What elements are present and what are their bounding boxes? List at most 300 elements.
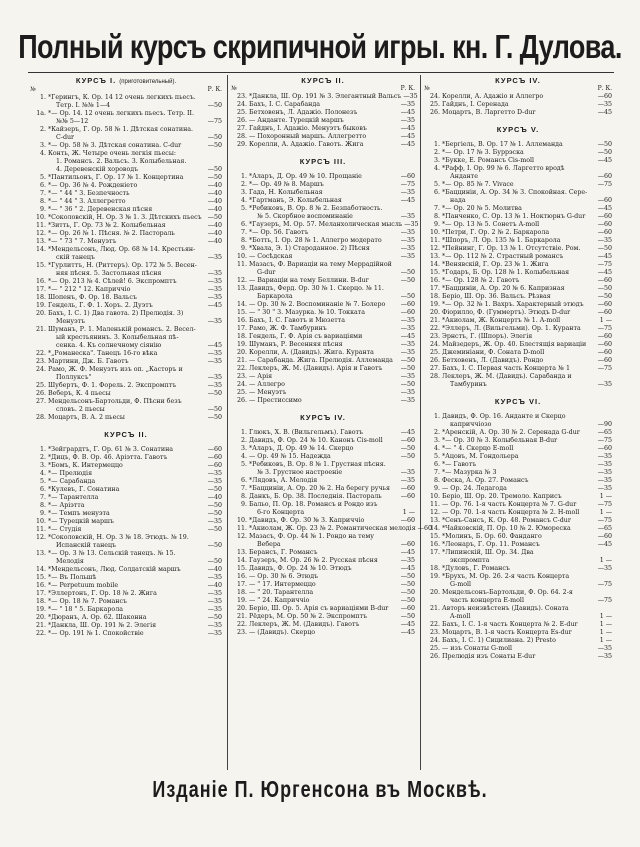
item-number: 18. — [236, 589, 247, 596]
item-price: —35 — [597, 453, 612, 460]
item-price: —50 — [207, 406, 222, 413]
item-title: Джеминіани, Ф. Соната D-moll — [442, 349, 545, 356]
item-number: 6. — [39, 486, 46, 493]
catalog-item — [231, 181, 415, 189]
item-number: 5. — [433, 181, 440, 188]
item-title: *Пантильонъ, Г. Ор. 17 № 1. Концертина — [48, 174, 184, 181]
item-number: 10. — [236, 517, 247, 524]
item-title: *Ребиковъ, В. Ор. 8 № 1. Грустная пѣсня. — [249, 461, 386, 468]
catalog-item — [30, 622, 222, 630]
catalog-item-continuation — [231, 541, 415, 549]
catalog-item — [231, 501, 415, 509]
catalog-item — [231, 277, 415, 285]
item-number: 29. — [236, 141, 247, 148]
item-title: № 5. Скорбное воспоминаніе — [257, 213, 353, 220]
item-title: *— Сарабанда — [48, 478, 96, 485]
item-number: 23. — [429, 629, 440, 636]
item-title: *Дуловъ, Г. Романсъ — [442, 565, 510, 572]
spacer — [231, 405, 415, 412]
item-title: Мартини, Дж. Б. Гавотъ — [48, 358, 129, 365]
item-title: — Аллегро — [249, 381, 285, 388]
item-number: 16. — [35, 278, 46, 285]
item-price: —50 — [597, 285, 612, 292]
item-price: —60 — [597, 301, 612, 308]
catalog-item — [30, 574, 222, 582]
item-title: *Мендельсонъ, Люд. Ор. 68 № 14. Крестьян- — [48, 246, 196, 253]
item-title: *Гаузеръ, М. Ор. 57. Меланхолическая мысль — [249, 221, 403, 228]
item-title: — " 17. Интермеццо — [249, 581, 316, 588]
item-number: 7. — [39, 190, 46, 197]
catalog-item — [424, 157, 612, 165]
item-title: *Герингъ, К. Ор. 14 12 очень легкихъ пьесъ. — [48, 94, 196, 101]
catalog-item-continuation — [231, 293, 415, 301]
item-number: 10. — [35, 518, 46, 525]
item-title: — " 30 " 3. Мазурка. № 10. Токката — [249, 309, 366, 316]
item-price: —35 — [597, 645, 612, 652]
item-title: *— Турецкій маршъ — [48, 518, 114, 525]
catalog-item — [424, 333, 612, 341]
item-price: —35 — [400, 189, 415, 196]
item-price: —35 — [597, 469, 612, 476]
item-title: Анданте — [450, 173, 479, 180]
item-price: —60 — [597, 93, 612, 100]
item-title: — Ор. 30 № 6. Этюдъ — [249, 573, 319, 580]
item-title: *— Ор. 213 № 4. Сѣлей! 6. Экспромптъ — [48, 278, 177, 285]
item-title: — (Давидъ). Скерцо — [249, 629, 316, 636]
course-label: КУРСЪ IV. — [300, 413, 346, 422]
item-title: Бахъ, І. С. 1) Сицилиана. 2) Presto — [442, 637, 556, 644]
catalog-item — [231, 253, 415, 261]
item-number: 14. — [429, 261, 440, 268]
item-price: —60 — [597, 229, 612, 236]
item-title: *Соколовскій, Н. Ор. 3 № 1. 3. Дѣтскихъ пьесъ — [48, 214, 202, 221]
item-number: 1. — [39, 446, 46, 453]
item-price: 1 — — [599, 317, 612, 324]
item-price: —35 — [597, 477, 612, 484]
item-title: *Дицъ, Ф. В. Ор. 46. Аріэтта. Гавотъ — [48, 454, 168, 461]
item-number: 20. — [236, 349, 247, 356]
catalog-item — [424, 317, 612, 325]
catalog-item — [424, 301, 612, 309]
catalog-item — [231, 525, 432, 533]
catalog-item — [424, 461, 612, 469]
catalog-item — [30, 182, 222, 190]
catalog-item — [231, 221, 419, 229]
item-number: 21. — [236, 613, 247, 620]
catalog-item — [231, 493, 415, 501]
item-title: *— Perpetuum mobile — [48, 582, 119, 589]
item-title: — Сарабанда. Жига. Прелюдія. Аллеманда — [249, 357, 393, 364]
column-header — [231, 85, 415, 93]
item-number: 17. — [35, 286, 46, 293]
item-price: —35 — [400, 317, 415, 324]
item-title: скій танецъ — [56, 254, 95, 261]
item-price: —50 — [400, 381, 415, 388]
item-title: *— " 18 " 5. Баркарола — [48, 606, 123, 613]
item-price: —35 — [400, 117, 415, 124]
item-number: 11. — [236, 525, 247, 532]
item-price: —50 — [400, 445, 415, 452]
item-title: Поллуксъ" — [56, 374, 92, 381]
item-title: *— Ор. 14. 12 очень легкихъ пьесъ. Тетр. II. — [48, 110, 195, 117]
catalog-item — [231, 381, 415, 389]
item-title: *Годаръ, Б. Ор. 128 № 1. Колыбельная — [442, 269, 570, 276]
item-title: *— Ор. 30 № 3. Колыбельная B-dur — [442, 437, 558, 444]
item-number: 14. — [35, 566, 46, 573]
item-title: *— " 4. Скерцо E-moll — [442, 445, 514, 452]
catalog-item — [231, 349, 415, 357]
catalog-item-continuation — [30, 158, 222, 166]
item-number: 23. — [236, 629, 247, 636]
catalog-item — [424, 109, 612, 117]
catalog-item — [30, 390, 222, 398]
item-title: Бахъ, І. С. Первая часть Концерта № 1 — [442, 365, 571, 372]
catalog-item — [231, 109, 415, 117]
catalog-item — [30, 462, 222, 470]
item-number: 3. — [433, 437, 440, 444]
item-title: Рамо, Ж. Ф. Менуэтъ изъ оп. „Касторъ и — [48, 366, 183, 373]
item-title: — Престиссимо — [249, 397, 302, 404]
item-number: 15. — [429, 533, 440, 540]
catalog-item-continuation — [30, 334, 222, 342]
catalog-item — [424, 517, 612, 525]
catalog-item — [424, 645, 612, 653]
item-number: 7. — [433, 469, 440, 476]
catalog-item-continuation — [30, 118, 222, 126]
item-price: —75 — [597, 181, 612, 188]
item-price: —35 — [597, 101, 612, 108]
column-3 — [424, 75, 612, 661]
item-price: —35 — [207, 574, 222, 581]
item-title: *— Ор. 85 № 7. Vivace — [442, 181, 514, 188]
item-number: 11. — [429, 237, 440, 244]
item-price: —75 — [207, 118, 222, 125]
item-number: 1. — [433, 141, 440, 148]
item-title: *Букке, Е. Романсъ Cis-moll — [442, 157, 535, 164]
item-number: 24. — [35, 366, 46, 373]
item-price: —35 — [400, 229, 415, 236]
item-number: 12. — [35, 230, 46, 237]
item-price: —35 — [400, 325, 415, 332]
item-number: 10. — [429, 229, 440, 236]
catalog-item — [231, 237, 415, 245]
catalog-item — [424, 453, 612, 461]
item-number: 23. — [236, 93, 247, 100]
catalog-item — [424, 285, 612, 293]
item-price: 1 — — [599, 621, 612, 628]
catalog-item — [424, 213, 612, 221]
item-number: 3. — [433, 157, 440, 164]
catalog-item — [424, 541, 612, 549]
item-title: *Пейнинг, Г. Ор. 13 № 1. Отсутствіе. Ром. — [442, 245, 581, 252]
item-title: Гайднъ, І. Адажіо. Менуэтъ быковъ — [249, 125, 367, 132]
item-price: —45 — [400, 429, 415, 436]
item-title: Моцартъ, В. 1-я часть Концерта Es-dur — [442, 629, 572, 636]
catalog-item — [231, 333, 415, 341]
item-title: *— Ор. 56. Гавотъ — [249, 229, 309, 236]
item-number: 6. — [39, 182, 46, 189]
item-number: 27. — [236, 125, 247, 132]
item-number: 6. — [433, 461, 440, 468]
catalog-item — [424, 525, 612, 533]
item-price: —50 — [400, 365, 415, 372]
catalog-item — [424, 501, 612, 509]
item-title: *Брухъ, М. Ор. 26. 2-я часть Концерта — [442, 573, 570, 580]
item-title: *— " 36 " 2. Деревенская пѣсня — [48, 206, 153, 213]
catalog-item — [231, 397, 415, 405]
item-number: 18. — [429, 293, 440, 300]
item-number: 12. — [429, 509, 440, 516]
item-title: Бахъ, І. С. Гавотъ и Мюзетта — [249, 317, 346, 324]
catalog-item — [231, 605, 415, 613]
item-price: —75 — [400, 181, 415, 188]
catalog-item — [30, 358, 222, 366]
item-title: Веберъ, К. 4 пьесы — [48, 390, 111, 397]
item-number: 14. — [429, 525, 440, 532]
item-price: —35 — [207, 254, 222, 261]
catalog-item — [30, 190, 222, 198]
item-price: —50 — [207, 166, 222, 173]
item-title: Конть, Ж. Четыре очень легкія пьесы: — [48, 150, 176, 157]
course-label: КУРСЪ I. — [75, 76, 117, 85]
item-title: *Аренскій, А. Ор. 30 № 2. Серенада G-dur — [442, 429, 580, 436]
item-number: 3. — [39, 462, 46, 469]
item-title: Давидъ, Ф. Ор. 24 № 10. Канонъ Cis-moll — [249, 437, 383, 444]
catalog-item — [231, 445, 415, 453]
item-price: —50 — [597, 245, 612, 252]
item-title: Тамбуринъ — [450, 381, 487, 388]
spacer — [30, 422, 222, 429]
item-number: 24. — [236, 381, 247, 388]
column-1 — [30, 75, 222, 638]
catalog-item — [231, 309, 415, 317]
item-price: —35 — [207, 622, 222, 629]
spacer — [424, 117, 612, 124]
item-price: —35 — [207, 286, 222, 293]
catalog-item — [424, 573, 612, 581]
item-title: *— Прелюдія — [48, 470, 93, 477]
item-price: —45 — [400, 333, 415, 340]
item-price: —35 — [207, 590, 222, 597]
item-title: Бахъ, І. С. 1) Два гавота. 2) Прелюдія. 3) — [48, 310, 184, 317]
item-number: 19. — [236, 341, 247, 348]
item-title: Бахъ, І. С. 1-я часть Концерта № 2. E-dur — [442, 621, 578, 628]
catalog-item-continuation — [424, 613, 612, 621]
item-price: —40 — [207, 238, 222, 245]
item-number: 13. — [236, 549, 247, 556]
catalog-item — [231, 325, 415, 333]
catalog-item — [424, 149, 612, 157]
catalog-item — [30, 142, 222, 150]
item-title: *Давидъ, Ф. Ор. 30 № 3. Каприччіо — [249, 517, 365, 524]
catalog-item-continuation — [30, 542, 222, 550]
item-title: *Мендельсонъ, Люд. Солдатскій маршъ — [48, 566, 181, 573]
item-title: Берансъ, Г. Романсъ — [249, 549, 318, 556]
item-price: —35 — [400, 557, 415, 564]
catalog-item — [30, 454, 222, 462]
item-number: 22. — [236, 365, 247, 372]
catalog-item — [30, 350, 222, 358]
catalog-item-continuation — [424, 421, 612, 429]
catalog-item — [231, 173, 415, 181]
item-title: *— Ор. 58 № 3. Дѣтская сонатина. C-dur — [48, 142, 182, 149]
publisher-footer: Изданіе П. Юргенсона въ Москвѣ. — [152, 776, 488, 802]
item-number: 10. — [429, 493, 440, 500]
item-price: —60 — [207, 454, 222, 461]
catalog-item — [30, 606, 222, 614]
course-heading — [30, 77, 222, 86]
item-number: 2. — [433, 429, 440, 436]
catalog-item — [424, 445, 612, 453]
item-number: 3. — [240, 189, 247, 196]
course-heading — [424, 77, 612, 85]
item-title: няя пѣсня. 5. Застольная пѣсня — [56, 270, 162, 277]
item-title: C-dur — [56, 134, 75, 141]
item-title: Гайднъ, І. Серенада — [442, 101, 509, 108]
catalog-item — [424, 349, 612, 357]
item-price: —50 — [207, 134, 222, 141]
item-price: —60 — [597, 341, 612, 348]
catalog-item — [231, 117, 415, 125]
item-price: —35 — [400, 389, 415, 396]
item-title: *Эллеръ, Л. (Вильгельми). Ор. 1. Куранта — [442, 325, 581, 332]
item-title: словъ. 2 пьесы — [56, 406, 105, 413]
catalog-item — [231, 141, 415, 149]
item-title: *„Романеска". Танецъ 16-го вѣка — [48, 350, 158, 357]
catalog-item — [231, 133, 415, 141]
item-title: *Данкла, Ш. Ор. 191 № 2. Элегія — [48, 622, 157, 629]
catalog-item — [424, 533, 612, 541]
item-title: Менуэтъ — [56, 318, 86, 325]
item-price: —60 — [597, 173, 612, 180]
item-number: 17. — [429, 285, 440, 292]
catalog-item — [231, 245, 415, 253]
item-number: 22. — [35, 630, 46, 637]
catalog-item — [30, 446, 222, 454]
item-number: 18. — [35, 294, 46, 301]
item-title: Леклеръ, Ж. М. (Давидъ). Сарабанда и — [442, 373, 572, 380]
catalog-item — [424, 549, 612, 557]
item-number: 24. — [429, 93, 440, 100]
item-title: сенка. 4. Къ солнечному сіянію — [56, 342, 162, 349]
item-price: —60 — [417, 525, 432, 532]
column-2 — [231, 75, 432, 637]
catalog-item — [30, 110, 222, 118]
item-price: —35 — [404, 221, 419, 228]
catalog-item-continuation — [231, 269, 415, 277]
item-number: 13. — [429, 253, 440, 260]
catalog-item — [30, 414, 222, 422]
item-price: 1 — — [402, 509, 415, 516]
item-price: —35 — [207, 470, 222, 477]
item-price: —40 — [207, 206, 222, 213]
item-title: 6-го Концерта — [257, 509, 305, 516]
item-price: —60 — [207, 462, 222, 469]
item-title: *Бацциніи, А. Ор. 20 № 2. На берегу ручья — [249, 485, 391, 492]
catalog-item — [30, 534, 222, 542]
item-price: —35 — [400, 469, 415, 476]
item-title: *Зитть, Г. Ор. 73 № 2. Колыбельная — [48, 222, 166, 229]
item-title: *— " 212 " 12. Каприччіо — [48, 286, 131, 293]
item-number: 25. — [236, 389, 247, 396]
item-price: —50 — [207, 510, 222, 517]
item-number: 22. — [429, 325, 440, 332]
item-price: —35 — [597, 565, 612, 572]
catalog-item-continuation — [30, 558, 222, 566]
number-header: № — [424, 85, 430, 92]
item-price: —75 — [597, 517, 612, 524]
spacer — [231, 422, 415, 429]
item-title: *Бацциніи, А. Ор. 34 № 3. Спокойная. Сере- — [442, 189, 588, 196]
item-price: —50 — [400, 357, 415, 364]
catalog-item — [424, 309, 612, 317]
spacer — [424, 389, 612, 396]
item-number: 8. — [39, 502, 46, 509]
item-price: 1 — — [599, 557, 612, 564]
item-title: Беріо, Ш. Ор. 20. Тремоло. Каприсъ — [442, 493, 562, 500]
item-title: *Петри, Г. Ор. 2 № 2. Баркарола — [442, 229, 550, 236]
catalog-item — [424, 621, 612, 629]
item-title: 4. Деревенскій хороводъ — [56, 166, 139, 173]
item-price: —60 — [597, 277, 612, 284]
item-title: *Данкла, Ш. Ор. 191 № 3. Элегантный Вальсъ — [249, 93, 402, 100]
catalog-item — [231, 373, 415, 381]
item-price: —45 — [400, 133, 415, 140]
item-price: —75 — [597, 261, 612, 268]
item-price: —65 — [597, 525, 612, 532]
item-title: *Аларъ, Д. Ор. 49 № 14. Скерцо — [249, 445, 354, 452]
item-price: 1 — — [599, 509, 612, 516]
item-price: —50 — [400, 277, 415, 284]
catalog-item — [231, 205, 415, 213]
catalog-item — [30, 174, 222, 182]
item-number: 28. — [429, 373, 440, 380]
catalog-item — [424, 325, 612, 333]
catalog-item — [30, 502, 222, 510]
item-title: *— Тарантелла — [48, 494, 99, 501]
item-title: Гендель, Г. Ф. 1. Хоръ. 2. Дуэтъ — [48, 302, 153, 309]
catalog-item — [231, 573, 415, 581]
item-title: *— Въ Польшѣ — [48, 574, 97, 581]
item-number: 4. — [39, 150, 46, 157]
catalog-item — [231, 429, 415, 437]
item-number: 11. — [236, 261, 247, 268]
catalog-item — [424, 437, 612, 445]
catalog-item-continuation — [424, 381, 612, 389]
item-title: *Лядовъ, А. Мелодія — [249, 477, 318, 484]
catalog-item-continuation — [424, 173, 612, 181]
item-title: *— Ор. 128 № 2. Гавотъ — [442, 277, 520, 284]
number-header: № — [30, 86, 36, 93]
item-title: *— Студія — [48, 526, 82, 533]
item-price: —75 — [597, 365, 612, 372]
item-price: —50 — [207, 542, 222, 549]
item-price: —35 — [400, 253, 415, 260]
column-header — [424, 85, 612, 93]
item-title: Корелли, А. Адажіо и Аллегро — [442, 93, 544, 100]
price-header: Р. К. — [597, 85, 612, 92]
catalog-item — [231, 629, 415, 637]
item-number: 7. — [240, 229, 247, 236]
item-price: —90 — [597, 421, 612, 428]
catalog-item — [30, 206, 222, 214]
catalog-item-continuation — [30, 166, 222, 174]
spacer — [424, 406, 612, 413]
item-number: 5. — [39, 174, 46, 181]
item-number: 4. — [240, 453, 247, 460]
item-price: —60 — [400, 517, 415, 524]
item-title: *Ребиковъ, В. Ор. 8 № 2. Безпаботность. — [249, 205, 383, 212]
